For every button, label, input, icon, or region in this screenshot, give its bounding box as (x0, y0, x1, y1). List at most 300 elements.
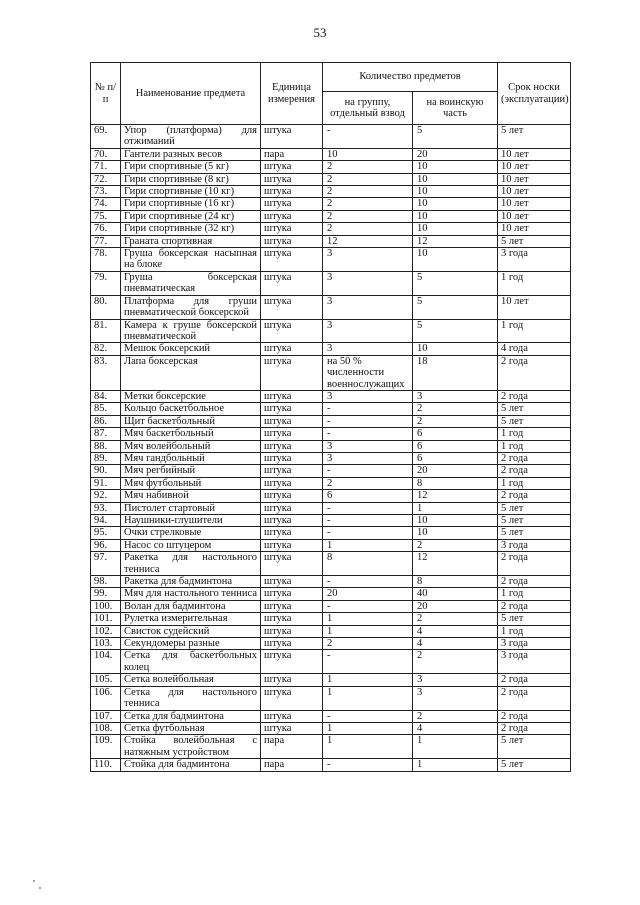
quantity-per-group: 3 (323, 295, 413, 319)
quantity-per-group: - (323, 527, 413, 539)
table-row (91, 527, 571, 539)
table-row (91, 343, 571, 355)
service-term: 2 года (498, 674, 571, 686)
row-number: 82. (91, 343, 121, 355)
unit-of-measure: штука (261, 415, 323, 427)
quantity-per-unit: 6 (413, 428, 498, 440)
quantity-per-group: - (323, 710, 413, 722)
unit-of-measure: штука (261, 390, 323, 402)
quantity-per-unit: 2 (413, 650, 498, 674)
table-row (91, 148, 571, 160)
table-body (91, 125, 571, 772)
service-term: 3 года (498, 638, 571, 650)
unit-of-measure: штука (261, 210, 323, 222)
unit-of-measure: штука (261, 625, 323, 637)
row-number: 71. (91, 161, 121, 173)
row-number: 79. (91, 271, 121, 295)
row-number: 107. (91, 710, 121, 722)
item-name: Мяч гандбольный (121, 452, 261, 464)
row-number: 91. (91, 477, 121, 489)
scan-speck (39, 887, 41, 889)
row-number: 75. (91, 210, 121, 222)
item-name: Упор (платформа) для отжиманий (121, 125, 261, 149)
table-row (91, 686, 571, 710)
header-unit: Единица измерения (261, 63, 323, 125)
item-name: Волан для бадминтона (121, 600, 261, 612)
row-number: 110. (91, 759, 121, 771)
table-row (91, 319, 571, 343)
quantity-per-unit: 6 (413, 440, 498, 452)
quantity-per-group: - (323, 600, 413, 612)
item-name: Гантели разных весов (121, 148, 261, 160)
table-row (91, 452, 571, 464)
quantity-per-unit: 8 (413, 477, 498, 489)
item-name: Мяч футбольный (121, 477, 261, 489)
service-term: 2 года (498, 710, 571, 722)
service-term: 1 год (498, 440, 571, 452)
quantity-per-group: - (323, 759, 413, 771)
item-name: Гири спортивные (5 кг) (121, 161, 261, 173)
quantity-per-group: 10 (323, 148, 413, 160)
table-row (91, 295, 571, 319)
service-term: 5 лет (498, 403, 571, 415)
service-term: 5 лет (498, 235, 571, 247)
table-row (91, 477, 571, 489)
quantity-per-group: 2 (323, 173, 413, 185)
row-number: 77. (91, 235, 121, 247)
unit-of-measure: штука (261, 613, 323, 625)
service-term: 5 лет (498, 735, 571, 759)
table-row (91, 223, 571, 235)
table-row (91, 271, 571, 295)
item-name: Груша боксерская насыпная на блоке (121, 248, 261, 272)
item-name: Гири спортивные (16 кг) (121, 198, 261, 210)
quantity-per-unit: 4 (413, 638, 498, 650)
service-term: 10 лет (498, 295, 571, 319)
table-row (91, 210, 571, 222)
quantity-per-group: 3 (323, 343, 413, 355)
item-name: Стойка для бадминтона (121, 759, 261, 771)
quantity-per-group: 1 (323, 735, 413, 759)
service-term: 5 лет (498, 759, 571, 771)
service-term: 3 года (498, 539, 571, 551)
row-number: 81. (91, 319, 121, 343)
quantity-per-group: - (323, 515, 413, 527)
unit-of-measure: штука (261, 515, 323, 527)
quantity-per-unit: 10 (413, 161, 498, 173)
quantity-per-group: 2 (323, 223, 413, 235)
quantity-per-unit: 10 (413, 173, 498, 185)
service-term: 2 года (498, 600, 571, 612)
quantity-per-unit: 10 (413, 515, 498, 527)
item-name: Сетка волейбольная (121, 674, 261, 686)
table-row (91, 248, 571, 272)
quantity-per-unit: 5 (413, 125, 498, 149)
table-row (91, 552, 571, 576)
row-number: 74. (91, 198, 121, 210)
service-term: 1 год (498, 271, 571, 295)
service-term: 5 лет (498, 125, 571, 149)
row-number: 87. (91, 428, 121, 440)
item-name: Ракетка для бадминтона (121, 576, 261, 588)
row-number: 80. (91, 295, 121, 319)
service-term: 5 лет (498, 527, 571, 539)
quantity-per-group: 1 (323, 686, 413, 710)
row-number: 96. (91, 539, 121, 551)
table-row (91, 576, 571, 588)
service-term: 2 года (498, 686, 571, 710)
header-quantity: Количество предметов (323, 63, 498, 92)
row-number: 73. (91, 186, 121, 198)
table-row (91, 613, 571, 625)
item-name: Сетка для баскетбольных колец (121, 650, 261, 674)
service-term: 3 года (498, 248, 571, 272)
quantity-per-unit: 4 (413, 625, 498, 637)
quantity-per-unit: 12 (413, 552, 498, 576)
item-name: Мяч набивной (121, 490, 261, 502)
service-term: 5 лет (498, 502, 571, 514)
unit-of-measure: штука (261, 576, 323, 588)
table-row (91, 600, 571, 612)
unit-of-measure: штука (261, 440, 323, 452)
unit-of-measure: штука (261, 319, 323, 343)
unit-of-measure: штука (261, 465, 323, 477)
table-row (91, 674, 571, 686)
header-per-unit: на воинскую часть (413, 92, 498, 125)
quantity-per-unit: 3 (413, 686, 498, 710)
item-name: Сетка футбольная (121, 722, 261, 734)
quantity-per-unit: 10 (413, 186, 498, 198)
service-term: 1 год (498, 588, 571, 600)
service-term: 2 года (498, 355, 571, 390)
quantity-per-group: - (323, 125, 413, 149)
item-name: Мяч регбийный (121, 465, 261, 477)
quantity-per-group: на 50 % численности военнослужащих (323, 355, 413, 390)
service-term: 5 лет (498, 515, 571, 527)
service-term: 10 лет (498, 161, 571, 173)
table-row (91, 515, 571, 527)
service-term: 2 года (498, 576, 571, 588)
quantity-per-unit: 1 (413, 735, 498, 759)
unit-of-measure: штука (261, 198, 323, 210)
quantity-per-unit: 2 (413, 539, 498, 551)
unit-of-measure: штука (261, 428, 323, 440)
service-term: 10 лет (498, 173, 571, 185)
table-row (91, 735, 571, 759)
table-row (91, 390, 571, 402)
quantity-per-group: - (323, 650, 413, 674)
quantity-per-unit: 3 (413, 674, 498, 686)
unit-of-measure: штука (261, 355, 323, 390)
header-per-group: на группу, отдельный взвод (323, 92, 413, 125)
item-name: Стойка волейбольная с натяжным устройством (121, 735, 261, 759)
unit-of-measure: штука (261, 674, 323, 686)
table-row (91, 490, 571, 502)
item-name: Рулетка измерительная (121, 613, 261, 625)
item-name: Кольцо баскетбольное (121, 403, 261, 415)
equipment-norms-table (90, 62, 571, 772)
unit-of-measure: пара (261, 735, 323, 759)
table-row (91, 722, 571, 734)
quantity-per-group: 3 (323, 271, 413, 295)
row-number: 83. (91, 355, 121, 390)
quantity-per-group: - (323, 403, 413, 415)
row-number: 90. (91, 465, 121, 477)
quantity-per-group: 2 (323, 186, 413, 198)
quantity-per-unit: 1 (413, 502, 498, 514)
row-number: 95. (91, 527, 121, 539)
item-name: Лапа боксерская (121, 355, 261, 390)
quantity-per-unit: 20 (413, 600, 498, 612)
unit-of-measure: штука (261, 477, 323, 489)
row-number: 94. (91, 515, 121, 527)
unit-of-measure: штука (261, 638, 323, 650)
row-number: 109. (91, 735, 121, 759)
quantity-per-group: 1 (323, 625, 413, 637)
table-row (91, 415, 571, 427)
quantity-per-group: 2 (323, 198, 413, 210)
service-term: 2 года (498, 490, 571, 502)
quantity-per-unit: 12 (413, 235, 498, 247)
item-name: Наушники-глушители (121, 515, 261, 527)
table-row (91, 539, 571, 551)
service-term: 5 лет (498, 613, 571, 625)
item-name: Метки боксерские (121, 390, 261, 402)
table-row (91, 502, 571, 514)
item-name: Граната спортивная (121, 235, 261, 247)
row-number: 104. (91, 650, 121, 674)
quantity-per-unit: 10 (413, 198, 498, 210)
service-term: 2 года (498, 722, 571, 734)
table-row (91, 650, 571, 674)
item-name: Секундомеры разные (121, 638, 261, 650)
item-name: Пистолет стартовый (121, 502, 261, 514)
row-number: 101. (91, 613, 121, 625)
quantity-per-group: 20 (323, 588, 413, 600)
row-number: 99. (91, 588, 121, 600)
quantity-per-group: 6 (323, 490, 413, 502)
table-row (91, 198, 571, 210)
row-number: 88. (91, 440, 121, 452)
quantity-per-group: - (323, 415, 413, 427)
unit-of-measure: штука (261, 686, 323, 710)
service-term: 1 год (498, 319, 571, 343)
table-row (91, 403, 571, 415)
row-number: 93. (91, 502, 121, 514)
quantity-per-unit: 10 (413, 223, 498, 235)
row-number: 86. (91, 415, 121, 427)
quantity-per-group: 1 (323, 539, 413, 551)
item-name: Платформа для груши пневматической боксерской (121, 295, 261, 319)
quantity-per-group: - (323, 428, 413, 440)
row-number: 98. (91, 576, 121, 588)
service-term: 10 лет (498, 210, 571, 222)
service-term: 1 год (498, 428, 571, 440)
table-row (91, 428, 571, 440)
quantity-per-unit: 2 (413, 710, 498, 722)
service-term: 10 лет (498, 198, 571, 210)
quantity-per-unit: 6 (413, 452, 498, 464)
row-number: 85. (91, 403, 121, 415)
table-row (91, 465, 571, 477)
item-name: Гири спортивные (10 кг) (121, 186, 261, 198)
unit-of-measure: пара (261, 759, 323, 771)
unit-of-measure: штука (261, 161, 323, 173)
table-row (91, 588, 571, 600)
quantity-per-unit: 3 (413, 390, 498, 402)
row-number: 72. (91, 173, 121, 185)
table-row (91, 125, 571, 149)
service-term: 5 лет (498, 415, 571, 427)
service-term: 1 год (498, 625, 571, 637)
unit-of-measure: штука (261, 539, 323, 551)
service-term: 3 года (498, 650, 571, 674)
quantity-per-unit: 2 (413, 403, 498, 415)
table-row (91, 759, 571, 771)
table-row (91, 161, 571, 173)
quantity-per-unit: 8 (413, 576, 498, 588)
table-row (91, 186, 571, 198)
unit-of-measure: штука (261, 295, 323, 319)
page-number: 53 (313, 25, 327, 40)
quantity-per-group: 1 (323, 722, 413, 734)
quantity-per-group: 3 (323, 319, 413, 343)
table-row (91, 440, 571, 452)
item-name: Мяч для настольного тенниса (121, 588, 261, 600)
quantity-per-unit: 5 (413, 319, 498, 343)
header-name: Наименование предмета (121, 63, 261, 125)
quantity-per-unit: 5 (413, 271, 498, 295)
quantity-per-unit: 18 (413, 355, 498, 390)
item-name: Мяч волейбольный (121, 440, 261, 452)
quantity-per-unit: 10 (413, 527, 498, 539)
table-row (91, 625, 571, 637)
service-term: 2 года (498, 390, 571, 402)
quantity-per-unit: 40 (413, 588, 498, 600)
unit-of-measure: штука (261, 527, 323, 539)
service-term: 10 лет (498, 148, 571, 160)
unit-of-measure: штука (261, 600, 323, 612)
row-number: 103. (91, 638, 121, 650)
item-name: Насос со штуцером (121, 539, 261, 551)
quantity-per-unit: 10 (413, 210, 498, 222)
quantity-per-unit: 5 (413, 295, 498, 319)
quantity-per-group: 2 (323, 210, 413, 222)
service-term: 2 года (498, 452, 571, 464)
header-num: № п/п (91, 63, 121, 125)
item-name: Мешок боксерский (121, 343, 261, 355)
row-number: 76. (91, 223, 121, 235)
service-term: 2 года (498, 552, 571, 576)
unit-of-measure: штука (261, 125, 323, 149)
unit-of-measure: штука (261, 452, 323, 464)
unit-of-measure: штука (261, 552, 323, 576)
item-name: Груша боксерская пневматическая (121, 271, 261, 295)
quantity-per-group: 3 (323, 452, 413, 464)
table-row (91, 173, 571, 185)
quantity-per-unit: 2 (413, 613, 498, 625)
item-name: Свисток судейский (121, 625, 261, 637)
row-number: 102. (91, 625, 121, 637)
unit-of-measure: штука (261, 248, 323, 272)
header-term: Срок носки (эксплуатации) (498, 63, 571, 125)
unit-of-measure: штука (261, 343, 323, 355)
unit-of-measure: штука (261, 588, 323, 600)
quantity-per-unit: 1 (413, 759, 498, 771)
unit-of-measure: штука (261, 502, 323, 514)
quantity-per-group: 12 (323, 235, 413, 247)
table-row (91, 710, 571, 722)
service-term: 10 лет (498, 223, 571, 235)
quantity-per-unit: 2 (413, 415, 498, 427)
quantity-per-group: - (323, 576, 413, 588)
row-number: 70. (91, 148, 121, 160)
row-number: 89. (91, 452, 121, 464)
unit-of-measure: штука (261, 235, 323, 247)
row-number: 105. (91, 674, 121, 686)
table-row (91, 355, 571, 390)
service-term: 1 год (498, 477, 571, 489)
item-name: Мяч баскетбольный (121, 428, 261, 440)
unit-of-measure: штука (261, 173, 323, 185)
unit-of-measure: штука (261, 490, 323, 502)
unit-of-measure: штука (261, 223, 323, 235)
item-name: Ракетка для настольного тенниса (121, 552, 261, 576)
quantity-per-unit: 10 (413, 248, 498, 272)
unit-of-measure: штука (261, 710, 323, 722)
quantity-per-group: 2 (323, 477, 413, 489)
item-name: Гири спортивные (32 кг) (121, 223, 261, 235)
quantity-per-group: 1 (323, 613, 413, 625)
row-number: 106. (91, 686, 121, 710)
row-number: 78. (91, 248, 121, 272)
item-name: Камера к груше боксерской пневматической (121, 319, 261, 343)
row-number: 84. (91, 390, 121, 402)
quantity-per-group: - (323, 502, 413, 514)
service-term: 10 лет (498, 186, 571, 198)
service-term: 4 года (498, 343, 571, 355)
quantity-per-group: 3 (323, 248, 413, 272)
unit-of-measure: штука (261, 722, 323, 734)
quantity-per-group: 2 (323, 638, 413, 650)
quantity-per-group: - (323, 465, 413, 477)
quantity-per-group: 3 (323, 390, 413, 402)
unit-of-measure: штука (261, 271, 323, 295)
quantity-per-unit: 4 (413, 722, 498, 734)
service-term: 2 года (498, 465, 571, 477)
item-name: Сетка для бадминтона (121, 710, 261, 722)
quantity-per-group: 1 (323, 674, 413, 686)
unit-of-measure: пара (261, 148, 323, 160)
table-row (91, 638, 571, 650)
item-name: Сетка для настольного тенниса (121, 686, 261, 710)
row-number: 100. (91, 600, 121, 612)
row-number: 97. (91, 552, 121, 576)
quantity-per-unit: 20 (413, 148, 498, 160)
row-number: 108. (91, 722, 121, 734)
quantity-per-group: 8 (323, 552, 413, 576)
item-name: Гири спортивные (8 кг) (121, 173, 261, 185)
unit-of-measure: штука (261, 650, 323, 674)
item-name: Щит баскетбольный (121, 415, 261, 427)
quantity-per-unit: 20 (413, 465, 498, 477)
quantity-per-group: 3 (323, 440, 413, 452)
row-number: 69. (91, 125, 121, 149)
quantity-per-unit: 12 (413, 490, 498, 502)
item-name: Очки стрелковые (121, 527, 261, 539)
item-name: Гири спортивные (24 кг) (121, 210, 261, 222)
quantity-per-group: 2 (323, 161, 413, 173)
